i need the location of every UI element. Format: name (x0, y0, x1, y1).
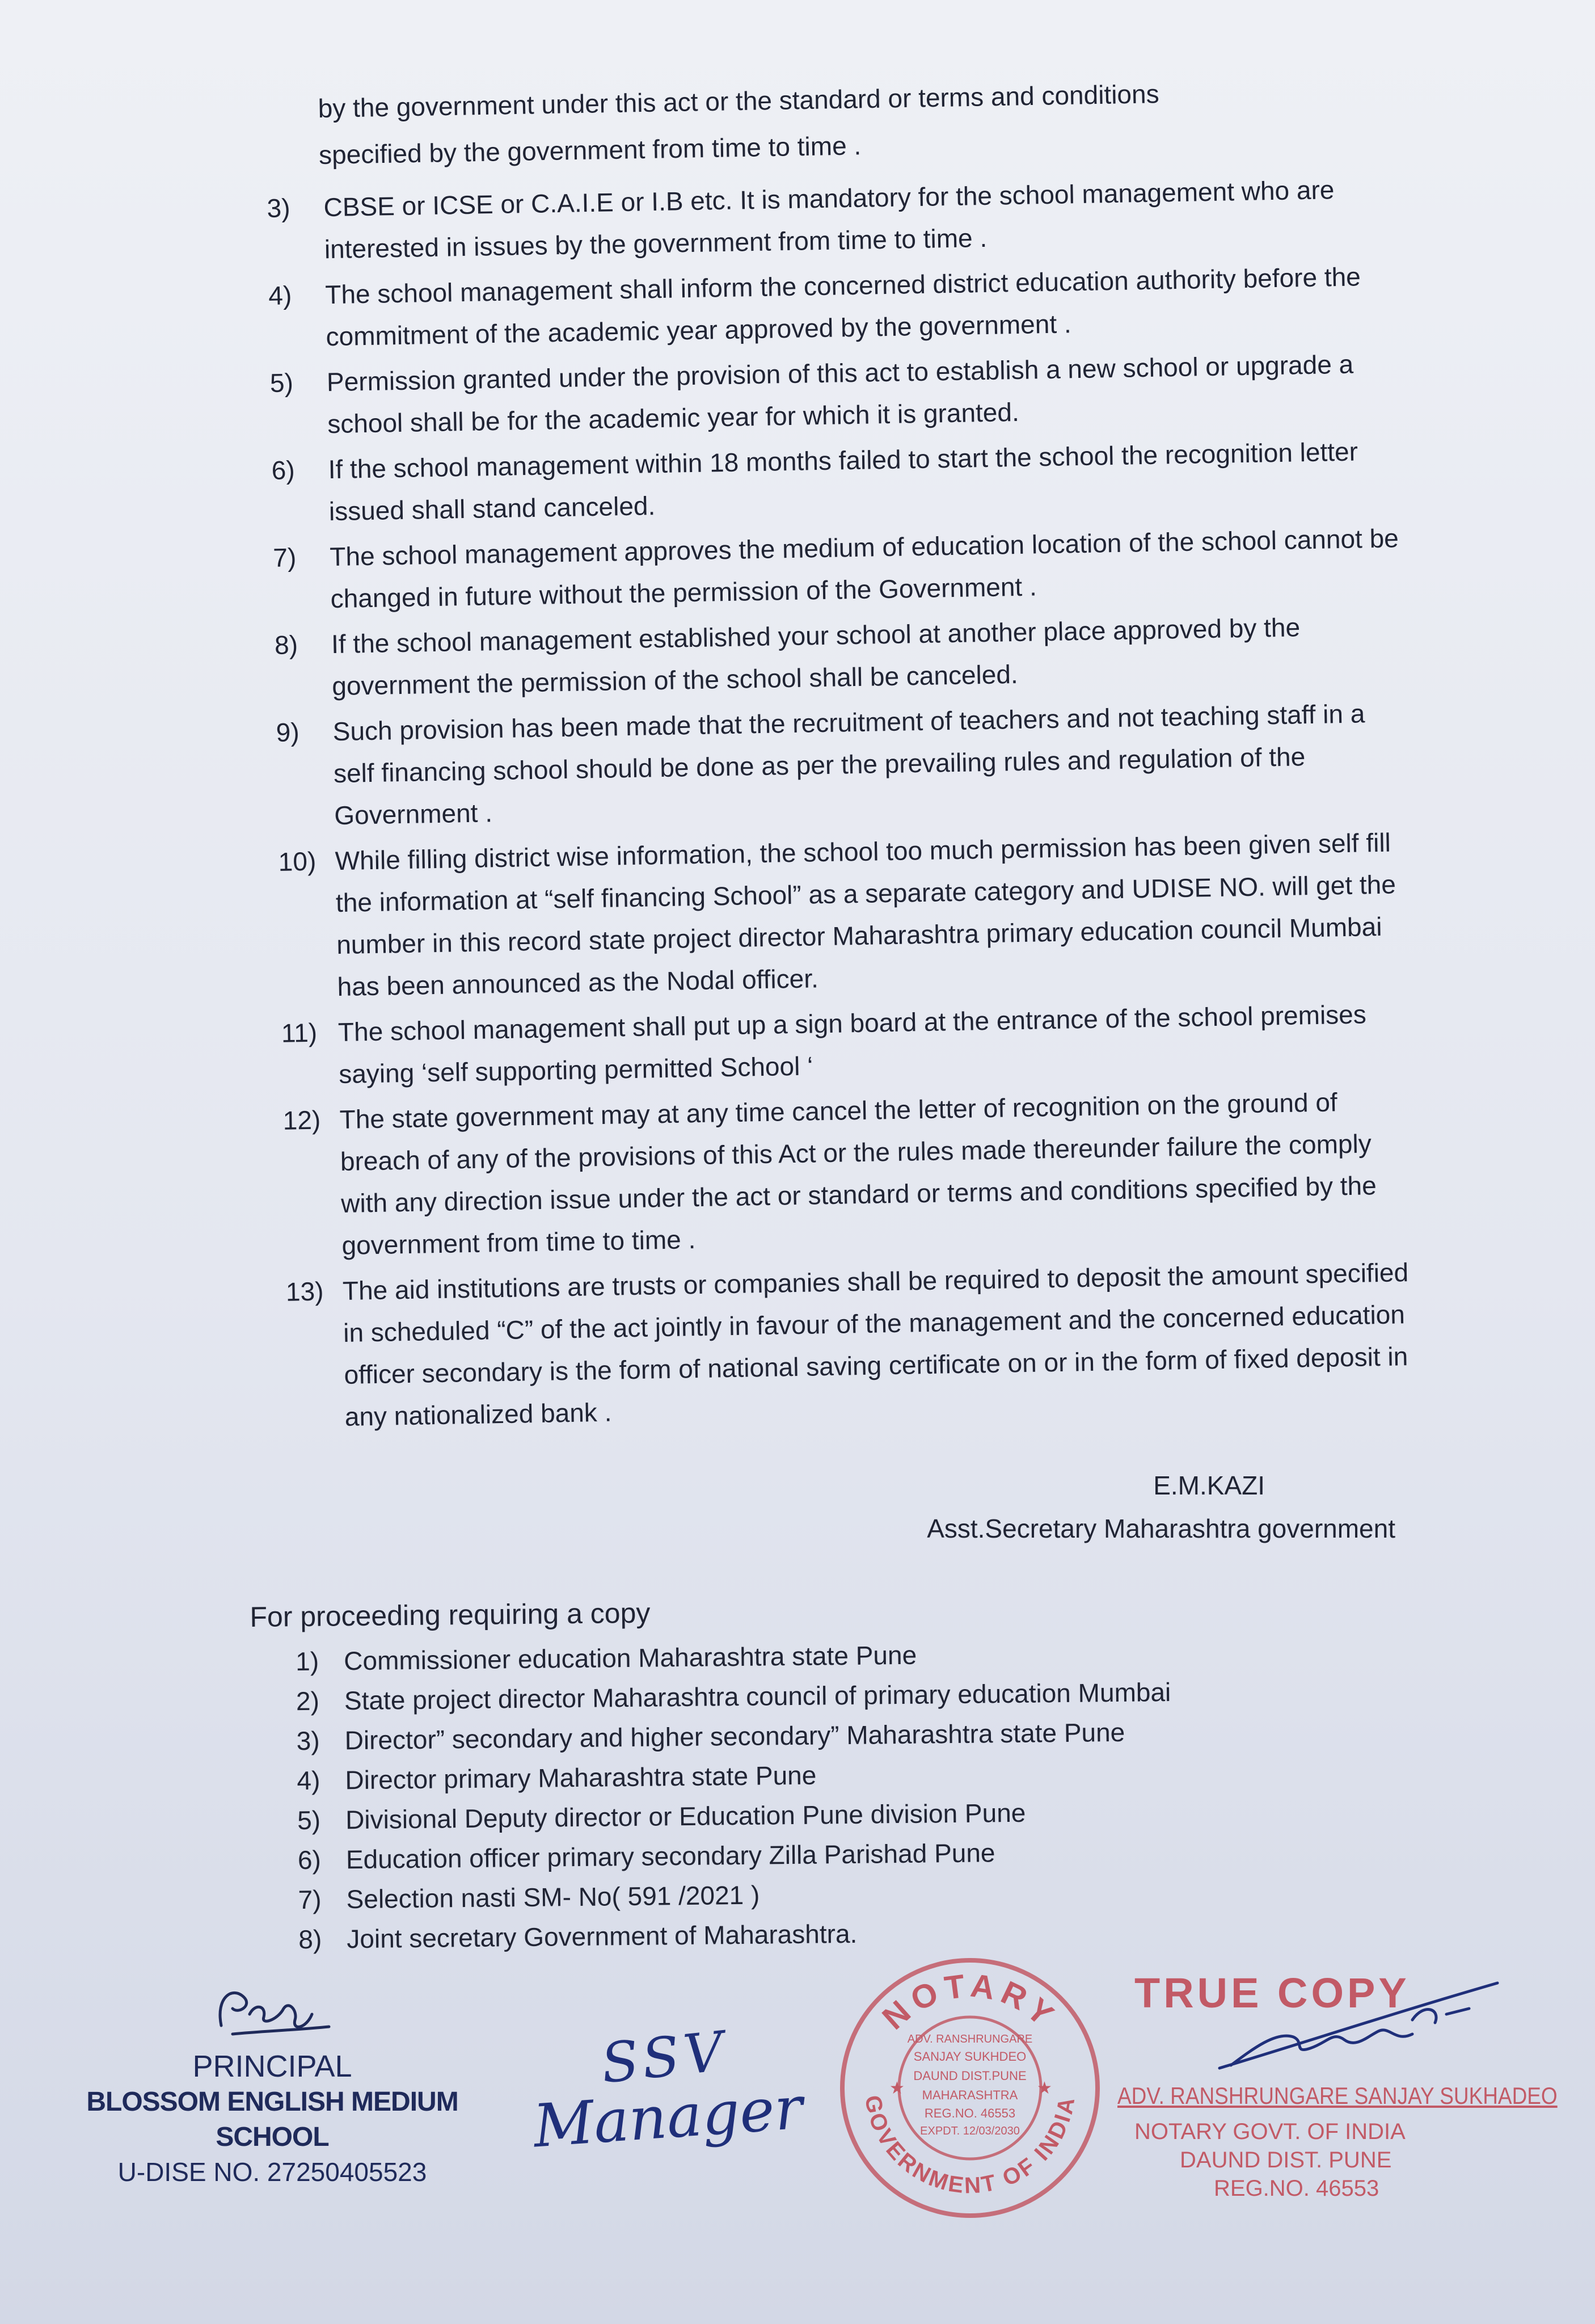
copy-item-text: Selection nasti SM- No( 591 /2021 ) (346, 1880, 760, 1914)
notary-govt: NOTARY GOVT. OF INDIA (1134, 2119, 1406, 2144)
signatory-name: E.M.KAZI (1153, 1471, 1265, 1500)
clause-text: The aid institutions are trusts or companies shall be required to deposit the amount specified in scheduled “C” of the act jointly in favour of the management and the concerned education officer secondary is the form of national saving certificate on or in the form of fixed deposit in any nationalized bank . (342, 1257, 1409, 1432)
seal-line-2: SANJAY SUKHDEO (913, 2049, 1027, 2064)
manager-label: Manager (531, 2073, 805, 2161)
notary-name: ADV. RANSHRUNGARE SANJAY SUKHADEO (1117, 2082, 1558, 2109)
seal-line-3: DAUND DIST.PUNE (913, 2069, 1027, 2083)
clause-item (274, 604, 1410, 708)
copy-item-number: 2) (296, 1686, 320, 1716)
copy-item-number: 4) (297, 1765, 320, 1796)
clause-text: While filling district wise information, the school too much permission has been given self fill the information at “self financing School” as a separate category and UDISE NO. will get the number in this record state project director Maharashtra primary education council Mumbai has been announced as the Nodal officer. (335, 827, 1396, 1002)
seal-star-left: ★ (889, 2079, 905, 2098)
clause-number: 6) (271, 455, 296, 485)
principal-title: PRINCIPAL (192, 2049, 352, 2083)
continued-paragraph (318, 68, 1329, 178)
notary-place: DAUND DIST. PUNE (1180, 2148, 1392, 2173)
udise-number: U-DISE NO. 27250405523 (117, 2157, 427, 2187)
clause-text: If the school management within 18 months failed to start the school the recognition letter issued shall stand canceled. (328, 436, 1358, 527)
seal-line-5: REG.NO. 46553 (924, 2106, 1016, 2120)
clause-item (282, 1080, 1420, 1268)
clause-text: The state government may at any time cancel the letter of recognition on the ground of breach of any of the provisions of this Act or the rules made thereunder failure the comply with any direction issue under the act or standard or terms and conditions specified by the government from time to time . (339, 1087, 1377, 1260)
true-copy-stamp (1106, 1969, 1558, 2213)
copy-item-text: State project director Maharashtra council of primary education Mumbai (344, 1677, 1171, 1716)
clause-item (267, 167, 1402, 271)
clause-number: 8) (274, 630, 298, 660)
copy-item-text: Education officer primary secondary Zilla Parishad Pune (345, 1838, 995, 1875)
copy-item-number: 8) (298, 1924, 322, 1955)
clause-number: 10) (278, 846, 317, 877)
clause-item (281, 992, 1416, 1096)
clause-text: CBSE or ICSE or C.A.I.E or I.B etc. It is mandatory for the school management who are interested in issues by the government from time to time . (323, 175, 1335, 264)
seal-star-right: ★ (1037, 2079, 1052, 2098)
manager-initials: SSV (598, 2019, 731, 2096)
notary-seal-stamp (834, 1952, 1106, 2224)
signoff-block (851, 1464, 1395, 1550)
clause-item (278, 821, 1415, 1009)
copy-item-text: Director primary Maharashtra state Pune (345, 1760, 817, 1795)
copy-item-number: 5) (297, 1805, 321, 1835)
clause-text: Permission granted under the provision of this act to establish a new school or upgrade a school shall be for the academic year for which it is granted. (326, 349, 1354, 439)
continued-line-2: specified by the government from time to time . (318, 130, 862, 170)
copy-distribution-list (250, 1582, 1388, 1960)
principal-stamp (45, 1974, 499, 2189)
clause-item (273, 517, 1408, 621)
manager-signature (528, 2019, 805, 2184)
clause-item (269, 342, 1405, 446)
copy-item-number: 7) (298, 1884, 322, 1915)
clause-number: 5) (269, 368, 294, 398)
clause-text: Such provision has been made that the recruitment of teachers and not teaching staff in a self financing school should be done as per the prevailing rules and regulation of the Government . (332, 698, 1365, 831)
clause-number: 12) (282, 1105, 321, 1135)
clause-number: 9) (276, 717, 300, 747)
copy-item-text: Director” secondary and higher secondary” Maharashtra state Pune (344, 1717, 1125, 1755)
clause-text: The school management shall put up a sign board at the entrance of the school premises saying ‘self supporting permitted School ‘ (337, 999, 1367, 1089)
continued-line-1: by the government under this act or the standard or terms and conditions (318, 79, 1160, 123)
seal-line-4: MAHARASHTRA (922, 2088, 1018, 2102)
clause-text: The school management approves the medium of education location of the school cannot be changed in future without the permission of the Government . (329, 523, 1399, 614)
clause-text: The school management shall inform the concerned district education authority before the commitment of the academic year approved by the government . (324, 262, 1361, 352)
copy-list-heading: For proceeding requiring a copy (250, 1597, 651, 1633)
copy-item-number: 1) (295, 1646, 319, 1677)
copy-item-number: 3) (296, 1725, 320, 1756)
clause-item (285, 1251, 1423, 1439)
true-copy-title: TRUE COPY (1134, 1969, 1410, 2016)
seal-bottom-arc-path: GOVERNMENT OF INDIA (859, 2093, 1080, 2199)
signatory-designation: Asst.Secretary Maharashtra government (927, 1514, 1395, 1543)
clause-number: 11) (281, 1017, 318, 1048)
clause-number: 3) (267, 193, 290, 223)
clause-number: 4) (268, 280, 292, 310)
clause-text: If the school management established your school at another place approved by the government the permission of the school shall be canceled. (331, 612, 1301, 701)
clause-list (267, 167, 1423, 1442)
clause-item (268, 255, 1404, 359)
school-name: BLOSSOM ENGLISH MEDIUM SCHOOL (86, 2087, 458, 2152)
seal-top-arc-text: NOTARY (875, 1967, 1065, 2037)
clause-item (276, 692, 1412, 837)
seal-line-6: EXPDT. 12/03/2030 (920, 2125, 1020, 2137)
copy-item-text: Joint secretary Government of Maharashtra. (347, 1918, 858, 1954)
copy-item-number: 6) (297, 1845, 322, 1875)
notary-signature (1106, 1969, 1537, 2094)
clause-number: 13) (285, 1276, 324, 1307)
clause-item (271, 430, 1407, 533)
clause-number: 7) (272, 542, 297, 572)
copy-item-text: Commissioner education Maharashtra state Pune (343, 1640, 917, 1676)
copy-item-text: Divisional Deputy director or Education Pune division Pune (345, 1797, 1026, 1835)
seal-line-1: ADV. RANSHRUNGARE (907, 2033, 1033, 2045)
notary-reg-number: REG.NO. 46553 (1214, 2176, 1379, 2201)
principal-signature (199, 1974, 346, 2048)
